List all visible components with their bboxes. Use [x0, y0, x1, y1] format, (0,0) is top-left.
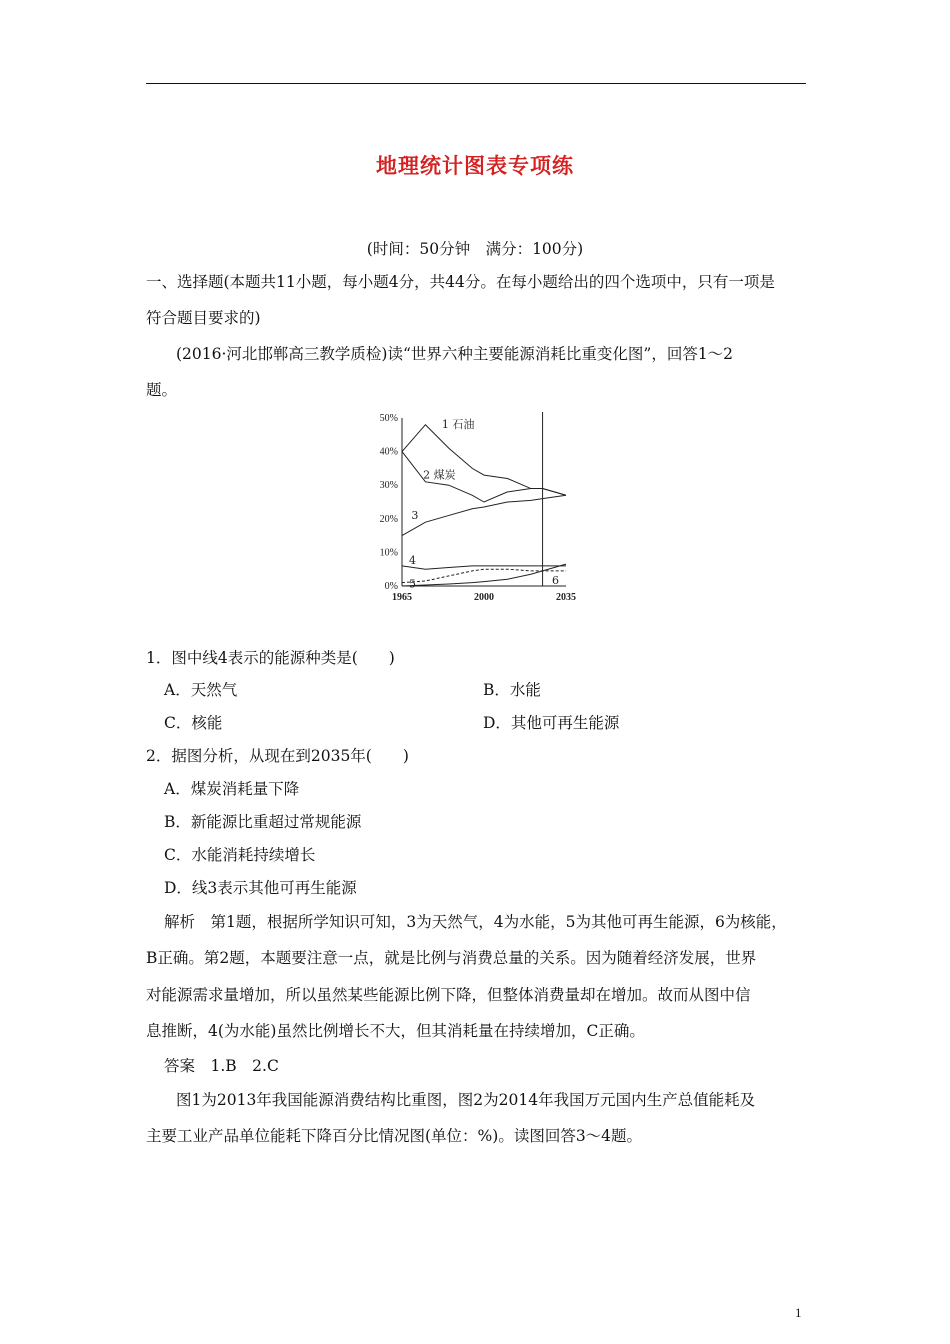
section-heading-line2: 符合题目要求的) — [146, 309, 261, 327]
y-tick-label: 30% — [379, 480, 398, 492]
series-label-5: 5 — [409, 577, 417, 591]
series-label-6: 6 — [551, 573, 559, 587]
q1-option-d: D．其他可再生能源 — [483, 714, 620, 732]
y-tick-label: 10% — [379, 547, 398, 559]
series-label-3: 3 — [411, 508, 419, 522]
intro1-line2: 题。 — [146, 381, 178, 399]
energy-share-chart — [360, 408, 580, 608]
q1-option-a: A．天然气 — [164, 681, 238, 699]
intro2-line1: 图1为2013年我国能源消费结构比重图，图2为2014年我国万元国内生产总值能耗及 — [176, 1091, 756, 1109]
y-tick-label: 50% — [379, 413, 398, 424]
series-line-3 — [402, 495, 566, 535]
page-number: 1 — [795, 1305, 802, 1320]
y-tick-label: 0% — [384, 581, 398, 592]
intro2-line2: 主要工业产品单位能耗下降百分比情况图(单位：%)。读图回答3～4题。 — [146, 1127, 643, 1145]
q1-option-c: C．核能 — [164, 714, 223, 732]
x-tick-label: 2035 — [556, 592, 576, 603]
analysis-line4: 息推断，4(为水能)虽然比例增长不大，但其消耗量在持续增加，C正确。 — [146, 1022, 645, 1040]
q2-option-c: C．水能消耗持续增长 — [164, 846, 316, 864]
answer-line: 答案 1.B 2.C — [164, 1057, 279, 1075]
y-tick-label: 40% — [379, 446, 398, 458]
series-line-4 — [402, 566, 566, 569]
series-label-4: 4 — [409, 553, 417, 567]
q2-stem: 2．据图分析，从现在到2035年( ) — [146, 747, 409, 765]
header-rule — [146, 83, 806, 84]
series-line-6 — [402, 564, 566, 586]
page-title: 地理统计图表专项练 — [376, 154, 574, 178]
q2-option-d: D．线3表示其他可再生能源 — [164, 879, 357, 897]
q1-stem: 1．图中线4表示的能源种类是( ) — [146, 649, 395, 667]
section-heading-line1: 一、选择题(本题共11小题，每小题4分，共44分。在每小题给出的四个选项中，只有一项是 — [146, 273, 775, 291]
energy-chart-svg — [360, 408, 580, 608]
x-tick-label: 2000 — [474, 592, 494, 603]
time-score-line: (时间：50分钟 满分：100分) — [366, 240, 584, 258]
y-tick-label: 20% — [379, 513, 398, 525]
series-label-1: 1 石油 — [441, 418, 475, 432]
x-tick-label: 1965 — [392, 592, 412, 603]
analysis-line2: B正确。第2题，本题要注意一点，就是比例与消费总量的关系。因为随着经济发展，世界 — [146, 949, 757, 967]
series-label-2: 2 煤炭 — [423, 468, 456, 482]
q2-option-a: A．煤炭消耗量下降 — [164, 780, 300, 798]
series-line-1 — [402, 425, 566, 496]
intro1-line1: (2016·河北邯郸高三教学质检)读“世界六种主要能源消耗比重变化图”，回答1～2 — [176, 345, 734, 363]
analysis-line3: 对能源需求量增加，所以虽然某些能源比例下降，但整体消费量却在增加。故而从图中信 — [146, 986, 751, 1004]
q1-option-b: B．水能 — [483, 681, 541, 699]
analysis-line1: 解析 第1题，根据所学知识可知，3为天然气，4为水能，5为其他可再生能源，6为核能， — [164, 913, 787, 931]
q2-option-b: B．新能源比重超过常规能源 — [164, 813, 362, 831]
